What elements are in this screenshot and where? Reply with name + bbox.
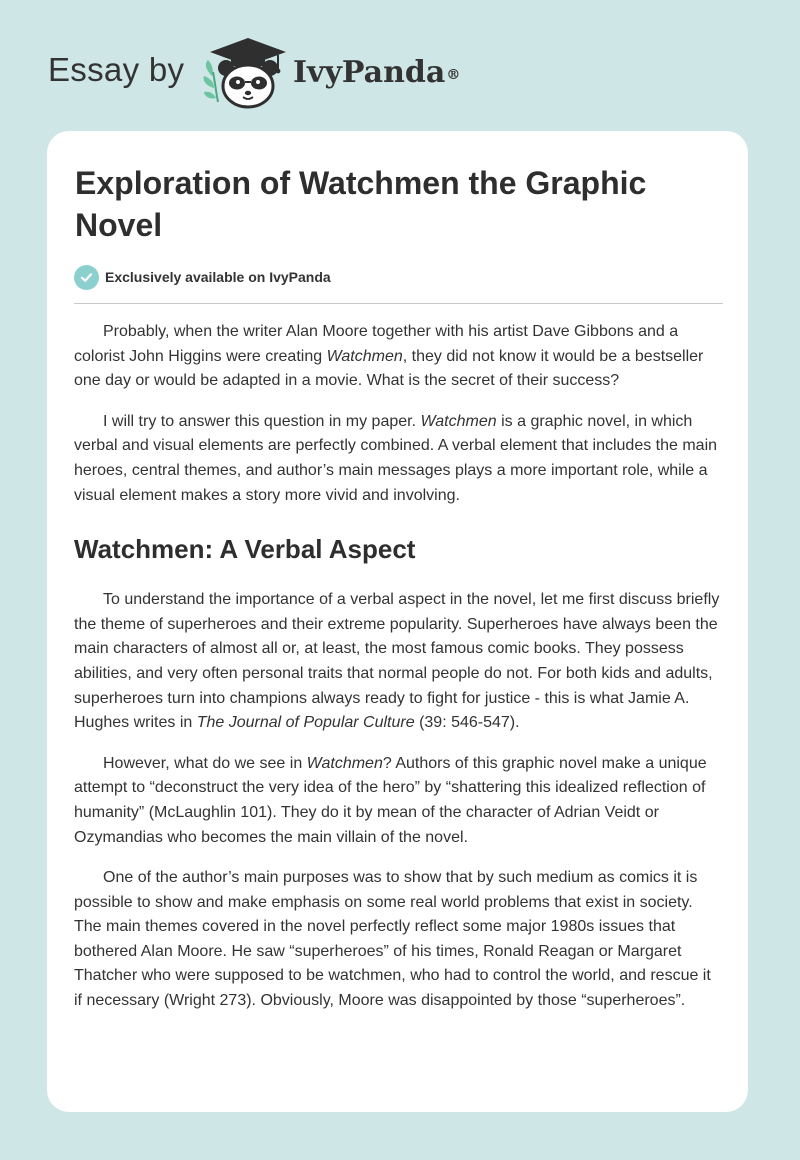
brand-prefix: Essay by <box>48 51 185 88</box>
site-header <box>0 0 800 120</box>
exclusive-text: Exclusively available on IvyPanda <box>105 269 331 285</box>
divider <box>74 303 723 304</box>
paragraph-1: Probably, when the writer Alan Moore together with his artist Dave Gibbons and a colorist John Higgins were creating Watchmen, they did not know it would be a bestseller one day or would be adapted in a movie. What is the secret of their success? <box>74 323 704 390</box>
paragraph-5: One of the author’s main purposes was to show that by such medium as comics it is possible to show and make emphasis on some real world problems that exist in society. The main themes covered in the novel perfectly reflect some major 1980s issues that bothered Alan Moore. He saw “superheroes” of his times, Ronald Reagan or Margaret Thatcher who were supposed to be watchmen, who had to control the world, and rescue it if necessary (Wright 273). Obviously, Moore was disappointed by those “superheroes”. <box>74 869 711 1010</box>
brand-name-text: IvyPanda <box>293 55 446 90</box>
paragraph-2: I will try to answer this question in my paper. Watchmen is a graphic novel, in which verbal and visual elements are perfectly combined. A verbal element that includes the main heroes, central themes, and author’s main messages plays a more important role, while a visual element makes a story more vivid and involving. <box>74 412 718 504</box>
section-heading: Watchmen: A Verbal Aspect <box>74 534 416 565</box>
essay-body <box>74 320 723 1030</box>
exclusive-badge <box>74 264 331 290</box>
paragraph-3: To understand the importance of a verbal aspect in the novel, let me first discuss briefly the theme of superheroes and their extreme popularity. Superheroes have always been the main characters of almost all or, at least, the most famous comic books. They possess abilities, and very often personal traits that normal people do not. For both kids and adults, superheroes turn into champions always ready to fight for justice - this is what Jamie A. Hughes writes in The Journal of Popular Culture (39: 546-547). <box>74 591 720 732</box>
essay-card <box>47 131 748 1112</box>
registered-mark: ® <box>446 67 461 83</box>
brand-name[interactable] <box>293 54 460 92</box>
paragraph-4: However, what do we see in Watchmen? Authors of this graphic novel make a unique attempt to “deconstruct the very idea of the hero” by “shattering this idealized reflection of humanity” (McLaughlin 101). They do it by mean of the character of Adrian Veidt or Ozymandias who becomes the main villain of the novel. <box>74 754 707 846</box>
check-circle-icon <box>74 265 99 290</box>
panda-graduate-logo-icon[interactable] <box>198 36 288 110</box>
page-title: Exploration of Watchmen the Graphic Novel <box>75 165 647 243</box>
